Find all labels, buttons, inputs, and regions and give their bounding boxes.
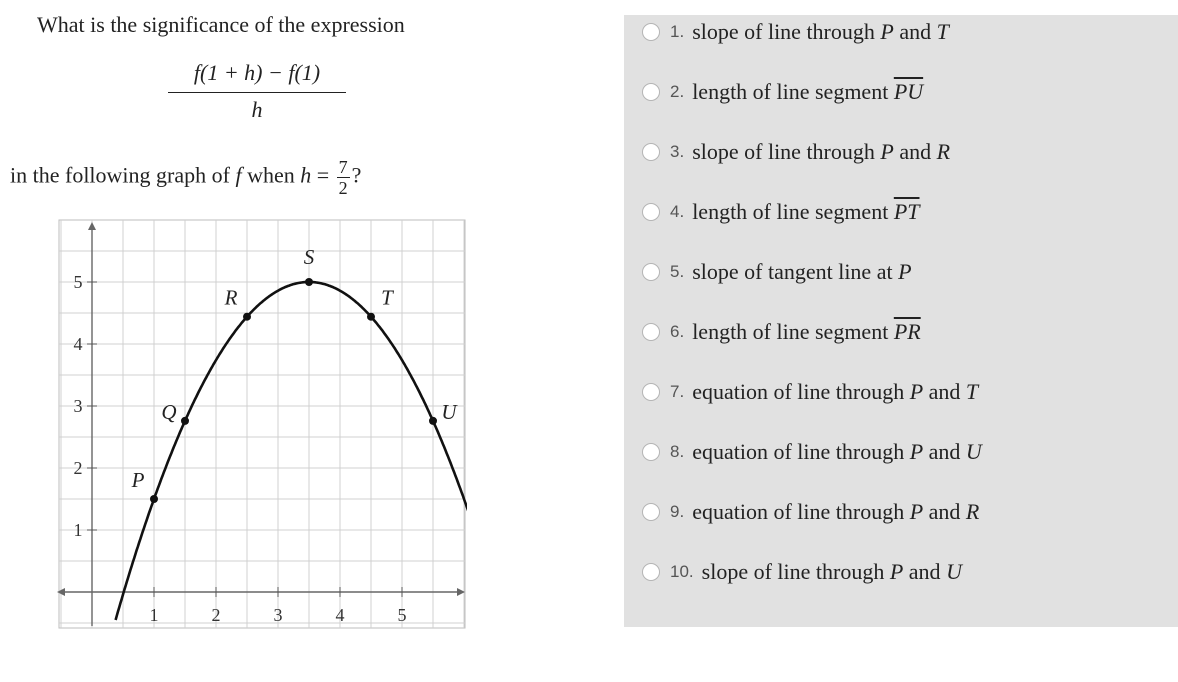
option-number: 7. <box>670 382 685 401</box>
point-p <box>150 495 158 503</box>
y-tick-label: 2 <box>73 458 83 478</box>
y-tick-label: 4 <box>73 334 83 354</box>
point-name: P <box>898 259 912 284</box>
option-label <box>692 139 950 165</box>
point-name: P <box>880 19 894 44</box>
equals-sign: = <box>316 162 330 188</box>
point-name: U <box>965 439 982 464</box>
point-name: P <box>889 559 904 584</box>
y-tick-label: 3 <box>73 396 83 416</box>
point-name: U <box>946 559 962 584</box>
option-text: and <box>893 19 937 44</box>
option-text: length of line segment <box>692 319 894 344</box>
option-text: length of line segment <box>692 79 894 104</box>
option-number: 1. <box>670 22 685 41</box>
radio-button[interactable] <box>642 263 660 281</box>
radio-button[interactable] <box>642 563 660 581</box>
option-text: and <box>923 379 966 404</box>
option-label <box>692 499 979 525</box>
radio-button[interactable] <box>642 23 660 41</box>
h-symbol: h <box>300 162 312 188</box>
x-tick-label: 5 <box>397 605 407 625</box>
y-tick-label: 1 <box>73 520 83 540</box>
radio-button[interactable] <box>642 503 660 521</box>
point-name: R <box>936 139 951 164</box>
answer-option-10[interactable] <box>642 557 962 587</box>
point-name: T <box>936 19 949 44</box>
difference-quotient <box>168 60 346 123</box>
answer-option-8[interactable] <box>642 437 982 467</box>
point-label-s: S <box>303 245 315 269</box>
point-name: T <box>965 379 979 404</box>
x-tick-label: 2 <box>211 605 221 625</box>
y-tick-label: 5 <box>73 272 83 292</box>
option-number: 3. <box>670 142 685 161</box>
point-label-p: P <box>131 468 145 492</box>
answer-option-6[interactable] <box>642 317 921 347</box>
answer-option-4[interactable] <box>642 197 920 227</box>
point-name: R <box>965 499 980 524</box>
x-tick-label: 3 <box>273 605 283 625</box>
function-graph <box>55 218 467 630</box>
point-s <box>305 278 313 286</box>
option-text: equation of line through <box>692 439 910 464</box>
option-label <box>692 319 921 345</box>
point-label-u: U <box>441 399 457 424</box>
radio-button[interactable] <box>642 443 660 461</box>
option-text: slope of line through <box>701 559 890 584</box>
option-label <box>692 379 978 405</box>
radio-button[interactable] <box>642 383 660 401</box>
line-segment-label: $\overline{PT}$ <box>893 199 920 224</box>
h-value-denominator: 2 <box>338 178 348 198</box>
option-text: length of line segment <box>692 199 894 224</box>
option-number: 6. <box>670 322 685 341</box>
option-number: 5. <box>670 262 685 281</box>
graph-frame <box>59 220 465 628</box>
option-label <box>702 559 962 585</box>
radio-button[interactable] <box>642 203 660 221</box>
option-number: 9. <box>670 502 685 521</box>
question-mark: ? <box>351 162 362 188</box>
option-label <box>692 439 982 465</box>
option-text: and <box>903 559 947 584</box>
point-t <box>367 313 375 321</box>
point-label-r: R <box>224 285 238 310</box>
option-text: and <box>923 499 966 524</box>
h-value-fraction <box>337 157 350 198</box>
point-q <box>181 417 189 425</box>
fraction-numerator: f(1 + h) − f(1) <box>168 60 346 93</box>
option-number: 4. <box>670 202 685 221</box>
point-u <box>429 417 437 425</box>
point-name: P <box>880 139 894 164</box>
option-text: and <box>893 139 937 164</box>
answer-option-7[interactable] <box>642 377 978 407</box>
option-label <box>692 259 911 285</box>
option-text: slope of line through <box>692 19 881 44</box>
option-label <box>692 19 949 45</box>
answer-options-panel <box>624 15 1178 627</box>
point-name: P <box>909 499 924 524</box>
condition-when: when <box>247 162 295 188</box>
option-number: 8. <box>670 442 685 461</box>
answer-option-1[interactable] <box>642 17 949 47</box>
option-number: 10. <box>670 562 694 581</box>
radio-button[interactable] <box>642 323 660 341</box>
radio-button[interactable] <box>642 143 660 161</box>
point-name: P <box>909 439 924 464</box>
point-r <box>243 313 251 321</box>
option-text: slope of tangent line at <box>692 259 899 284</box>
radio-button[interactable] <box>642 83 660 101</box>
x-tick-label: 1 <box>149 605 159 625</box>
function-symbol: f <box>235 162 242 188</box>
answer-option-5[interactable] <box>642 257 912 287</box>
option-text: slope of line through <box>692 139 881 164</box>
option-label <box>692 79 923 105</box>
option-label <box>692 199 919 225</box>
answer-option-9[interactable] <box>642 497 979 527</box>
line-segment-label: $\overline{PU}$ <box>893 79 924 104</box>
fraction-denominator: h <box>251 97 263 122</box>
question-condition <box>10 157 361 198</box>
option-text: and <box>923 439 966 464</box>
point-name: P <box>909 379 924 404</box>
answer-option-2[interactable] <box>642 77 923 107</box>
condition-prefix: in the following graph of <box>10 162 230 188</box>
answer-option-3[interactable] <box>642 137 950 167</box>
line-segment-label: $\overline{PR}$ <box>893 319 921 344</box>
point-label-q: Q <box>161 399 177 424</box>
option-text: equation of line through <box>692 499 910 524</box>
point-label-t: T <box>381 285 393 310</box>
option-text: equation of line through <box>692 379 910 404</box>
x-tick-label: 4 <box>335 605 345 625</box>
h-value-numerator: 7 <box>338 157 348 177</box>
option-number: 2. <box>670 82 685 101</box>
question-text: What is the significance of the expression <box>37 12 405 37</box>
